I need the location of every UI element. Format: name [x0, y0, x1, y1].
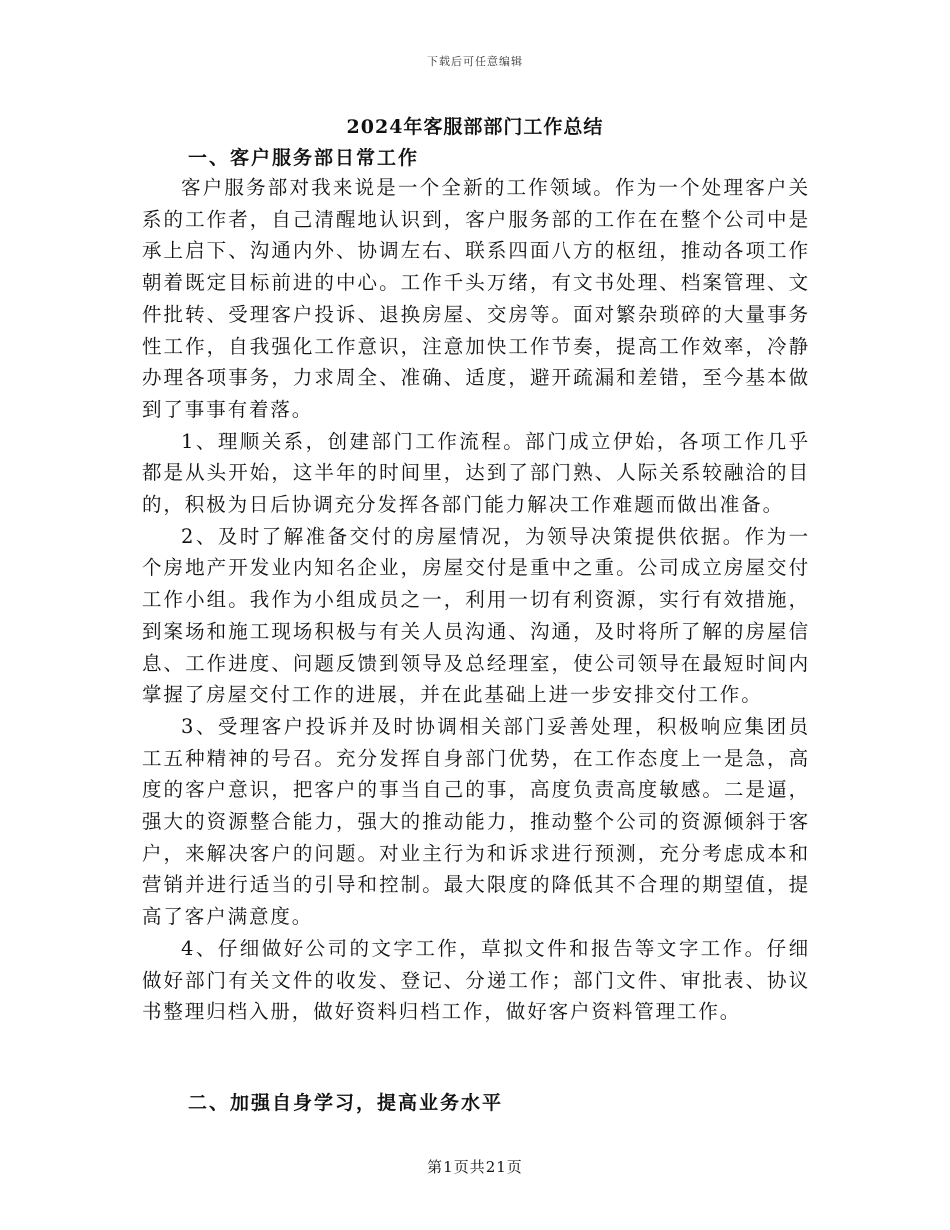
document-title: 2024年客服部部门工作总结 [346, 116, 604, 138]
page-footer: 第1页共21页 [427, 1158, 523, 1176]
paragraph-item-3: 3、受理客户投诉并及时协调相关部门妥善处理，积极响应集团员工五种精神的号召。充分发挥自身部门优势，在工作态度上一是急，高度的客户意识，把客户的事当自己的事，高度负责高度敏感。二是逼，强大的资源整合能力，强大的推动能力，推动整个公司的资源倾斜于客户，来解决客户的问题。对业主行为和诉求进行预测，充分考虑成本和营销并进行适当的引导和控制。最大限度的降低其不合理的期望值，提高了客户满意度。 [142, 714, 810, 929]
paragraph-intro: 客户服务部对我来说是一个全新的工作领域。作为一个处理客户关系的工作者，自己清醒地认识到，客户服务部的工作在在整个公司中是承上启下、沟通内外、协调左右、联系四面八方的枢纽，推动各项工作朝着既定目标前进的中心。工作千头万绪，有文书处理、档案管理、文件批转、受理客户投诉、退换房屋、交房等。面对繁杂琐碎的大量事务性工作，自我强化工作意识，注意加快工作节奏，提高工作效率，冷静办理各项事务，力求周全、准确、适度，避开疏漏和差错，至今基本做到了事事有着落。 [142, 176, 810, 421]
paragraph-item-1: 1、理顺关系，创建部门工作流程。部门成立伊始，各项工作几乎都是从头开始，这半年的时间里，达到了部门熟、人际关系较融洽的目的，积极为日后协调充分发挥各部门能力解决工作难题而做出准备。 [142, 429, 810, 517]
paragraph-item-4: 4、仔细做好公司的文字工作，草拟文件和报告等文字工作。仔细做好部门有关文件的收发、登记、分递工作；部门文件、审批表、协议书整理归档入册，做好资料归档工作，做好客户资料管理工作。 [142, 936, 810, 1024]
section-heading-1: 一、客户服务部日常工作 [188, 147, 420, 169]
header-note: 下载后可任意编辑 [427, 55, 523, 68]
paragraph-item-2: 2、及时了解准备交付的房屋情况，为领导决策提供依据。作为一个房地产开发业内知名企业，房屋交付是重中之重。公司成立房屋交付工作小组。我作为小组成员之一，利用一切有利资源，实行有效措施，到案场和施工现场积极与有关人员沟通、沟通，及时将所了解的房屋信息、工作进度、问题反馈到领导及总经理室，使公司领导在最短时间内掌握了房屋交付工作的进展，并在此基础上进一步安排交付工作。 [142, 524, 810, 707]
section-heading-2: 二、加强自身学习，提高业务水平 [188, 1092, 504, 1114]
section-1-body [142, 172, 810, 1028]
